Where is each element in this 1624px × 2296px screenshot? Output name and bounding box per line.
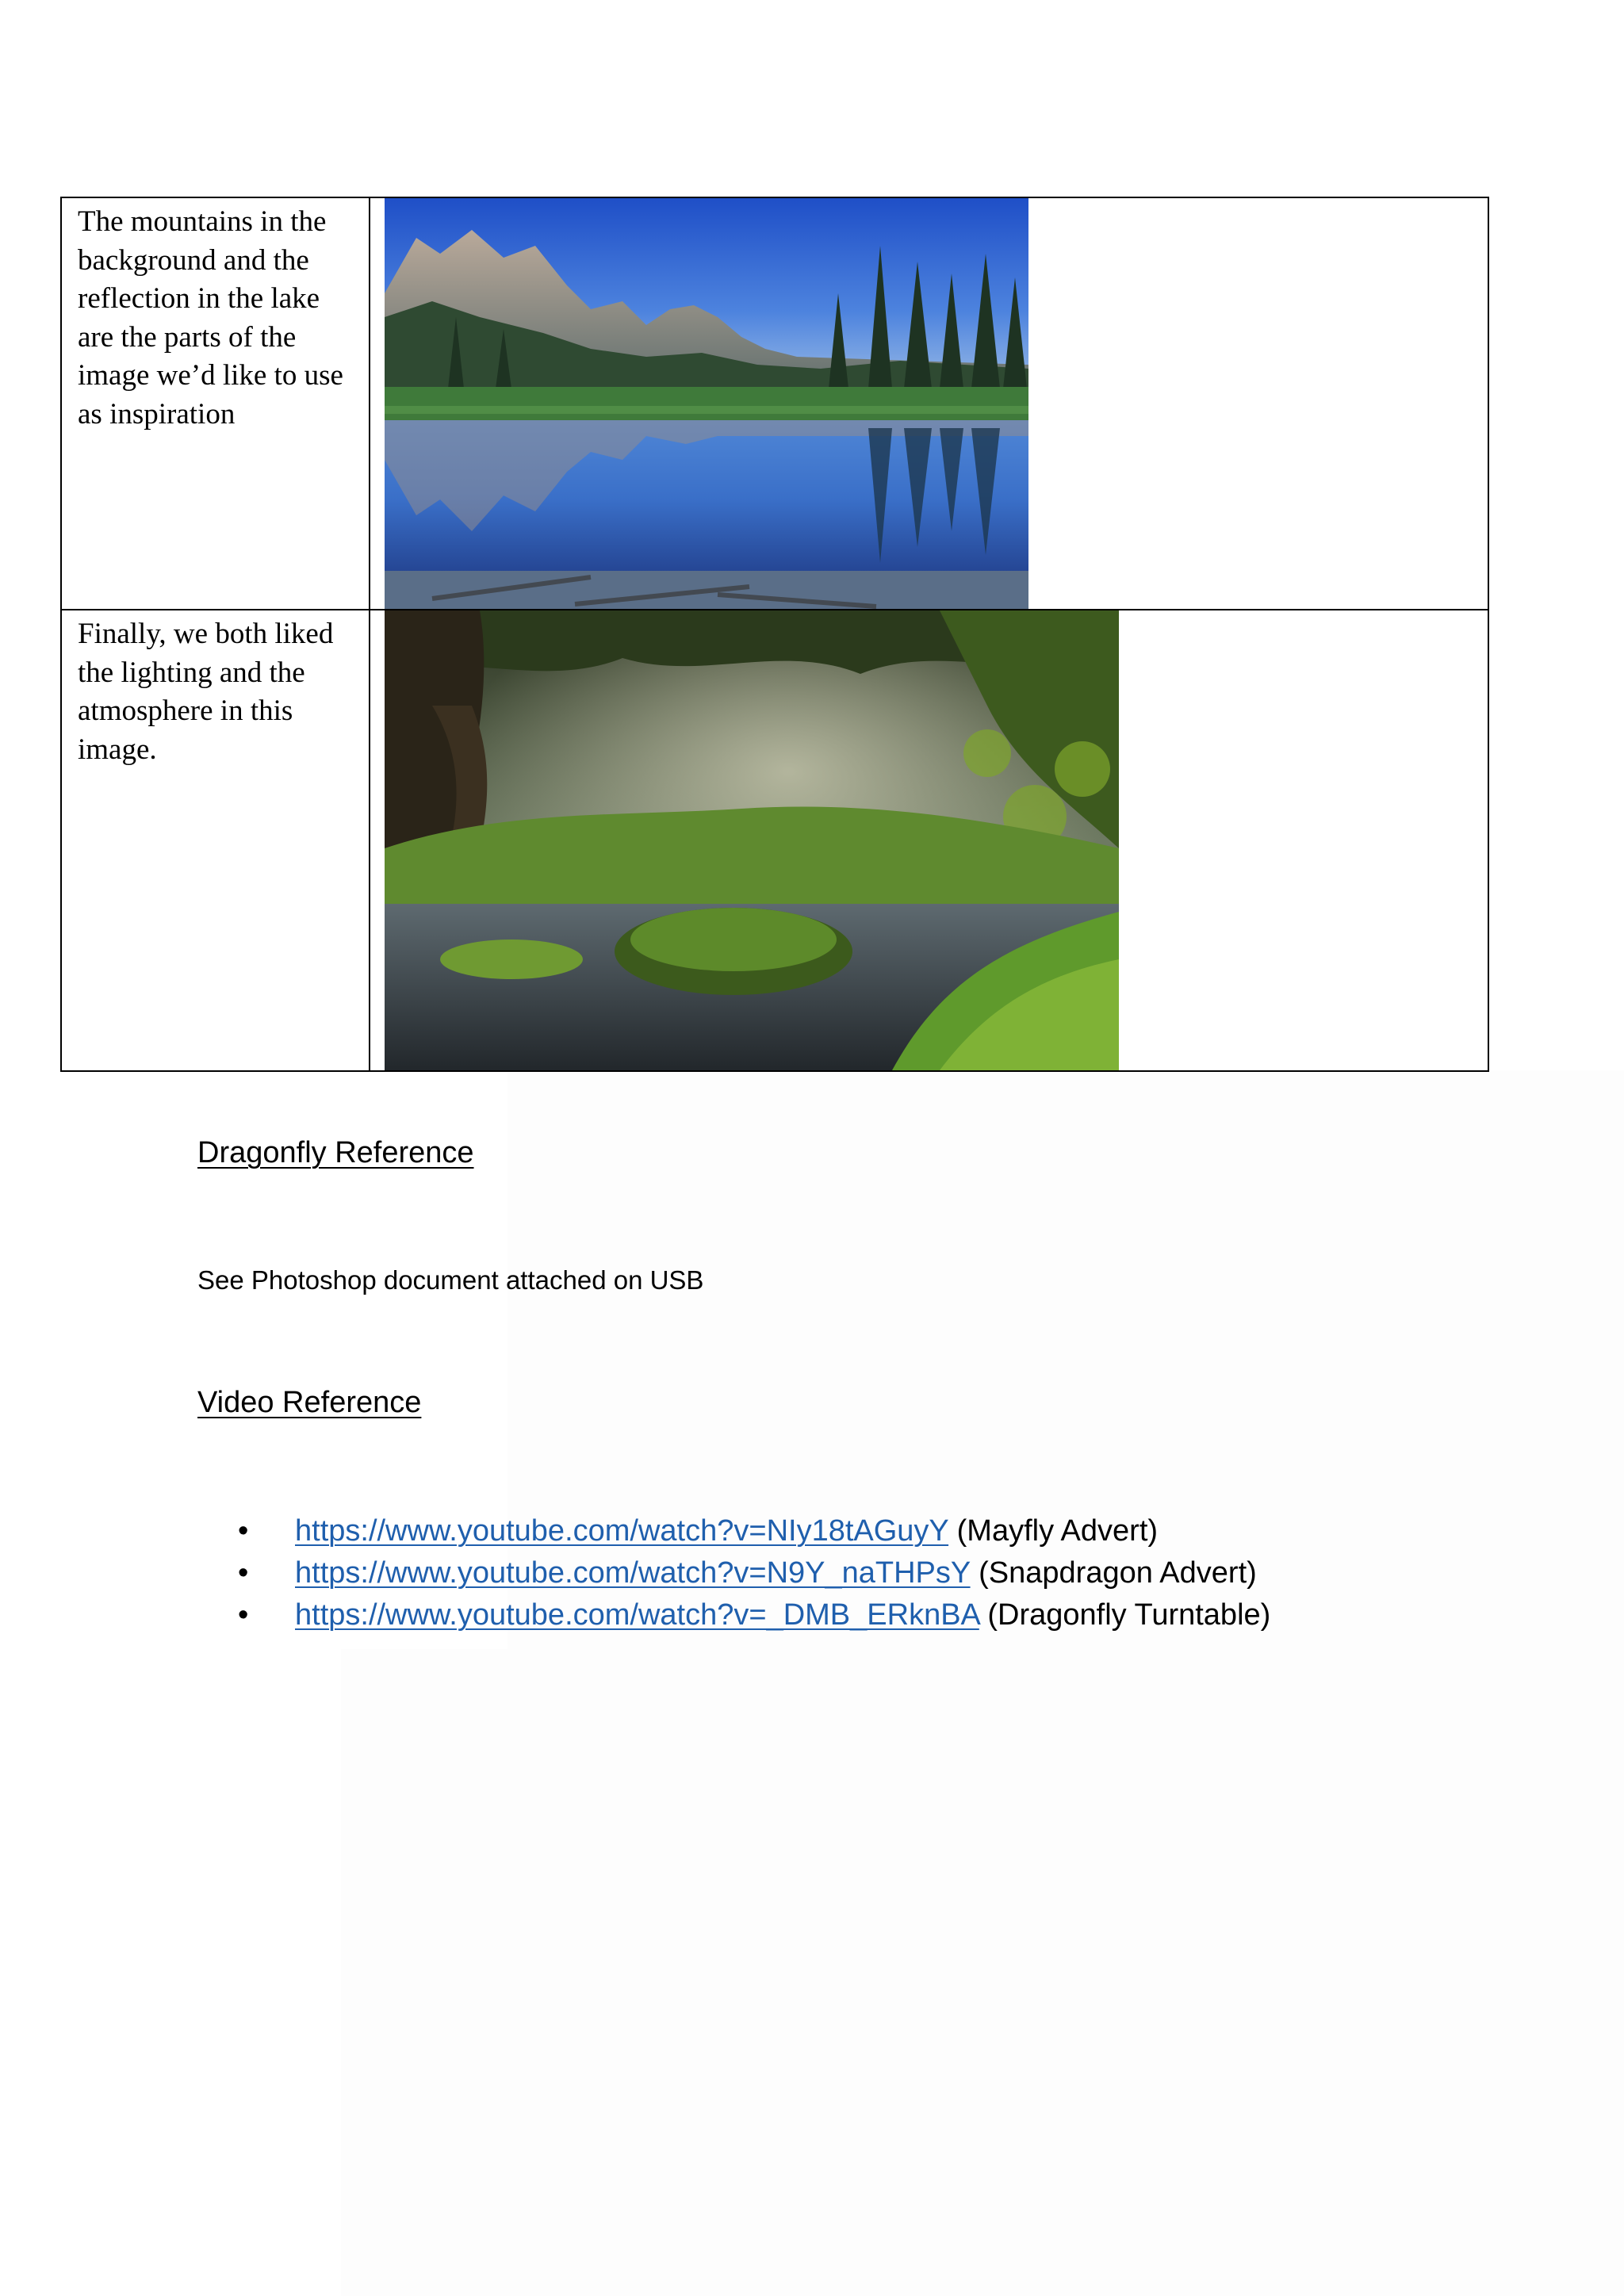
photoshop-note: See Photoshop document attached on USB <box>197 1265 704 1295</box>
video-link-mayfly[interactable]: https://www.youtube.com/watch?v=NIy18tAGuyY <box>295 1514 949 1548</box>
video-link-list <box>238 1510 1270 1636</box>
list-item <box>238 1594 1270 1636</box>
table-cell-description: The mountains in the background and the reflection in the lake are the parts of the image we’d like to use as inspiration <box>61 197 370 610</box>
table-cell-image <box>370 197 1488 610</box>
table-row <box>61 197 1488 610</box>
video-link-dragonfly[interactable]: https://www.youtube.com/watch?v=_DMB_ERknBA <box>295 1598 979 1632</box>
list-item <box>238 1510 1270 1552</box>
page-shading <box>508 1070 1624 2296</box>
page-shading-lower <box>341 1649 508 2296</box>
list-item <box>238 1552 1270 1594</box>
mountain-lake-photo <box>385 198 1028 609</box>
video-label-mayfly: (Mayfly Advert) <box>956 1514 1159 1548</box>
video-label-snapdragon: (Snapdragon Advert) <box>979 1556 1257 1590</box>
bullet: • <box>238 1598 249 1632</box>
bullet: • <box>238 1556 249 1590</box>
reference-table <box>60 197 1489 1072</box>
table-cell-image <box>370 610 1488 1071</box>
table-cell-description: Finally, we both liked the lighting and the atmosphere in this image. <box>61 610 370 1071</box>
forest-stream-photo <box>385 610 1119 1070</box>
table-row <box>61 610 1488 1071</box>
video-reference-heading: Video Reference <box>197 1386 422 1419</box>
video-label-dragonfly: (Dragonfly Turntable) <box>987 1598 1271 1632</box>
dragonfly-reference-heading: Dragonfly Reference <box>197 1136 474 1169</box>
video-link-snapdragon[interactable]: https://www.youtube.com/watch?v=N9Y_naTHPsY <box>295 1556 971 1590</box>
bullet: • <box>238 1514 249 1548</box>
